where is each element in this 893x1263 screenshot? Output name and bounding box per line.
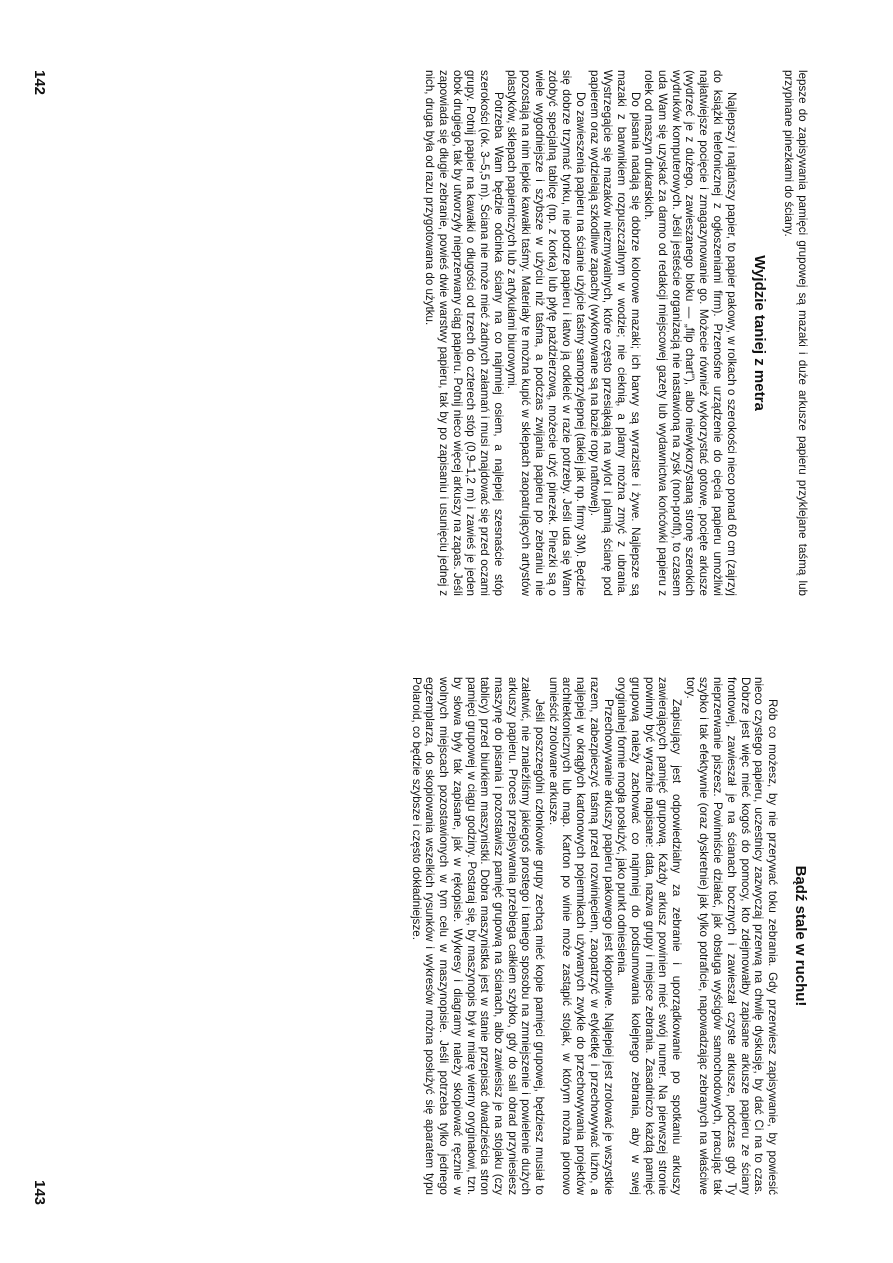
left-page-heading: Wyjdzie taniej z metra xyxy=(750,255,768,411)
left-paragraph-3: Do zawieszenia papieru na ścianie użyjcie taśmy samoprzylepnej (takiej jak np. firmy 3M). Będzie się dobrze trzymać tynku, nie podrze papieru i łatwo ją odkleić w razie potrzeby. Jeśli uda się Wam zdobyć specjalną tablicę (np. z korka) lub płytę pażdzierzową, możecie użyć pinezek. Pinezki są o wiele wygodniejsze i szybsze w użyciu niż taśma, a podczas zwijania papieru po zebraniu nie pozostają na nim lepkie kawałki taśmy. Materiały te można kupić w sklepach zaopatrujących artystów plastyków, sklepach papierniczych lub z artykułami biurowymi. xyxy=(505,70,587,596)
left-paragraph-1: Najlepszy i najtańszy papier, to papier pakowy, w rolkach o szerokości nieco ponad 60 cm (zajrzyj do książki telefonicznej z ogłoszeniami firm). Przenośne urządzenie do cięcia papieru umożliwi najłatwiejsze pocięcie i zmagazynowanie go. Możecie również wykorzystać gotowe, pocięte arkusze (wydrzeć je z dużego, zawieszanego bloku — „flip chart"), albo niewykorzystaną stronę szerokich wydruków komputerowych. Jeśli jesteście organizacją nie nastawioną na zysk (non-profit), to czasem uda Wam się uzyskać za darmo od redakcji miejscowej gazety lub wydawnictwa końcówki papieru z rolek od maszyn drukarskich. xyxy=(642,70,738,596)
left-paragraph-4: Potrzeba Wam będzie odcinka ściany na co najmniej osiem, a najlepiej szesnaście stóp szerokości (ok. 3–5,5 m). Ściana nie może mieć żadnych załamań i musi znajdować się przed oczami grupy. Potnij papier na kawałki o długości od trzech do czterech stóp (0,9–1,2 m) i zawieś je jeden obok drugiego, tak by utworzyły nieprzerwany ciąg papieru. Potnij nieco więcej arkuszy na zapas. Jeśli zapowiada się długie zebranie, powieś dwie warstwy papieru, tak by po zapisaniu i usunięciu jednej z nich, druga była od razu przygotowana do użytku. xyxy=(423,70,505,596)
left-paragraph-2: Do pisania nadają się dobrze kolorowe mazaki; ich barwy są wyraziste i żywe. Najlepsze są mazaki z barwnikiem rozpuszczalnym w wodzie; nie cieknią, a plamy można zmyć z ubrania. Wystrzegajcie się mazaków niezmywalnych, które często przesiąkają na wylot i plamią ścianę pod papierem oraz wydzielają szkodliwe zapachy (wykonywane są na bazie ropy naftowej). xyxy=(587,70,642,596)
right-paragraph-3: Przechowywanie arkuszy papieru pakowego jest kłopotliwe. Najlepiej jest zrolować je wszystkie razem, zabezpieczyć taśmą przed rozwinięciem, zaopatrzyć w etykietkę i przechowywać luźno, a najlepiej w okrągłych kartonowych pojemnikach używanych zwykle do przechowywania projektów architektonicznych lub map. Karton po winie może zastąpić stojak, w którym można pionowo umieścić zrolowane arkusze. xyxy=(546,677,615,1195)
right-paragraph-4: Jeśli poszczególni członkowie grupy zechcą mieć kopie pamięci grupowej, będziesz musiał to załatwić, nie znaleźliśmy jakiegoś prostego i taniego sposobu na zmniejszenie i powielenie dużych arkuszy papieru. Proces przepisywania przebiega całkiem szybko, gdy do sali obrad przyniesiesz maszynę do pisania i pozostawisz pamięć grupową na ścianach, albo zawiesisz je na stojaku (czy tablicy) przed biurkiem maszynistki. Dobra maszynistka jest w stanie przepisać dwadzieścia stron pamięci grupowej w ciągu godziny. Postaraj się, by maszynopis był w miarę wierny oryginałowi, tzn. by słowa były tak zapisane, jak w rękopisie. Wykresy i diagramy należy skopiować ręcznie w wolnych miejscach pozostawionych w tym celu w maszynopisie. Jeśli potrzeba tylko jednego egzemplarza, do skopiowania wszelkich rysunków i wykresów można posłużyć się aparatem typu Polaroid, co będzie szybsze i często dokładniejsze. xyxy=(409,677,547,1195)
right-paragraph-1: Rób co możesz, by nie przerywać toku zebrania. Gdy przerwiesz zapisywanie, by powiesić nieco czystego papieru, uczestnicy zazwyczaj przerwą na chwilę dyskusję, by dać Ci na to czas. Dobrze jest więc mieć kogoś do pomocy, kto zdejmowałby zapisane arkusze papieru ze ściany frontowej, zawieszał je na ścianach bocznych i zawieszał czyste arkusze, podczas gdy Ty nieprzerwanie piszesz. Powinniście działać, jak obsługa wyścigów samochodowych, pracując tak szybko i tak efektywnie (oraz dyskretnie) jak tylko potraficie, napowadzając zebranych na właściwe tory. xyxy=(683,677,779,1195)
right-page xyxy=(0,632,893,1263)
left-page-text xyxy=(422,70,809,596)
left-page-number: 142 xyxy=(31,70,48,96)
right-paragraph-2: Zapisujący jest odpowiedzialny za zebranie i uporządkowanie po spotkaniu arkuszy zawierających pamięć grupową. Każdy arkusz powinien mieć swój numer. Na pierwszej stronie powinny być wyraźnie napisane: data, nazwa grupy i miejsce zebrania. Zasadniczo każdą pamięć grupową należy zachować co najmniej do podsumowania kolejnego zebrania, aby w swej oryginalnej formie mogła posłużyć, jako punkt odniesienia. xyxy=(615,677,684,1195)
left-intro-paragraph: lepsze do zapisywania pamięci grupowej są mazaki i duże arkusze papieru przyklejane taśmą lub przypinane pinezkami do ściany. xyxy=(782,70,809,596)
right-page-heading: Bądź stale w ruchu! xyxy=(792,865,809,1007)
right-page-number: 143 xyxy=(31,1180,48,1206)
right-page-text xyxy=(409,677,809,1195)
